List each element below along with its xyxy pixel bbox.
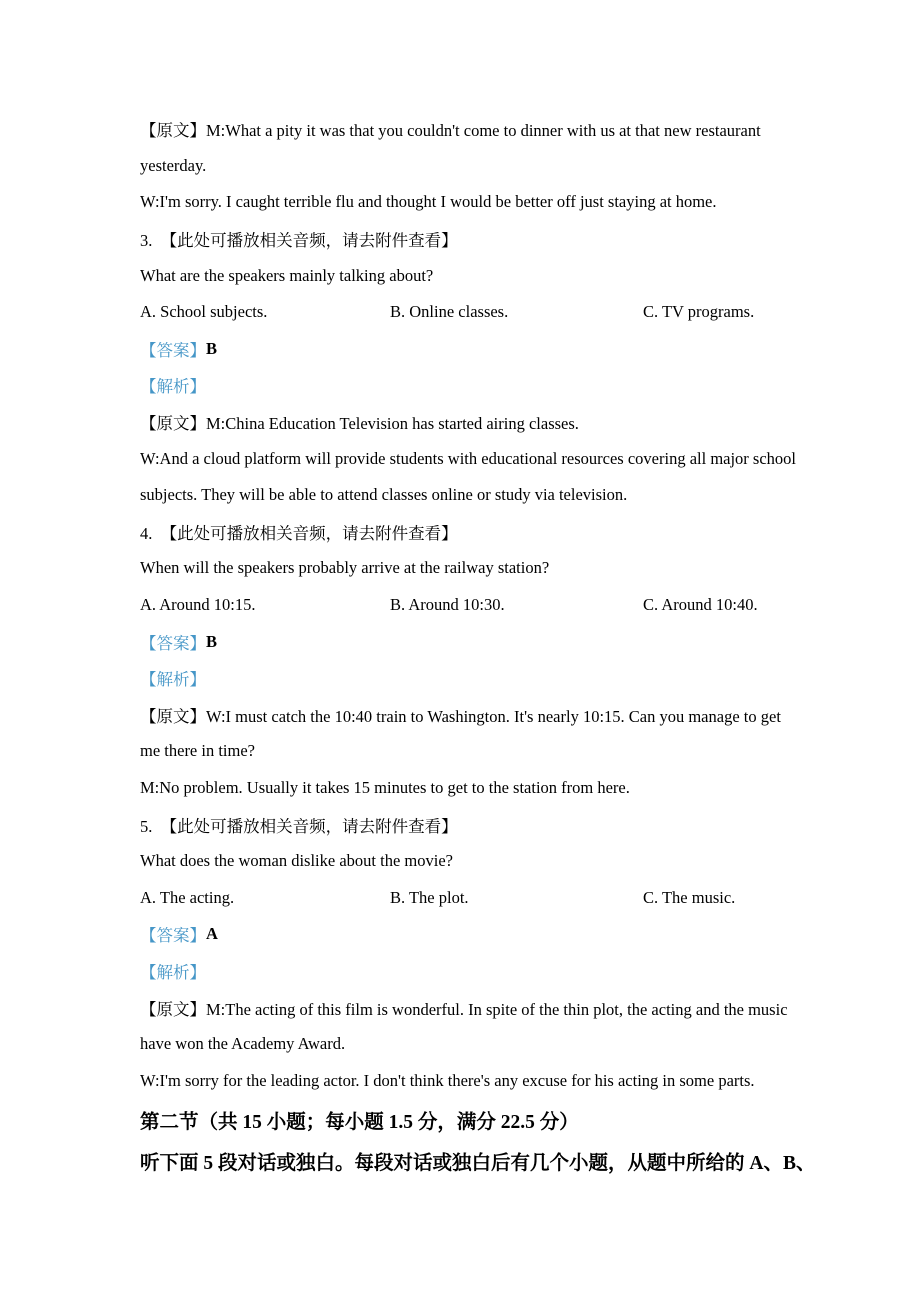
option-c: C. The music.: [643, 887, 736, 907]
text-segment: 【原文】M:China Education Television has started airing classes.: [140, 414, 579, 434]
text-segment: What does the woman dislike about the movie?: [140, 851, 453, 871]
document-line: [140, 404, 790, 441]
document-line: [140, 111, 790, 148]
option-b: B. The plot.: [390, 887, 469, 907]
text-segment: What are the speakers mainly talking about?: [140, 265, 434, 285]
bracket-label-tag: 【解析】: [140, 962, 206, 982]
option-c: C. TV programs.: [643, 302, 755, 322]
option-a: A. Around 10:15.: [140, 595, 256, 615]
text-segment: When will the speakers probably arrive at the railway station?: [140, 558, 550, 578]
bracket-label-tag: 【解析】: [140, 377, 206, 397]
document-line: [140, 477, 790, 514]
text-segment: yesterday.: [140, 155, 207, 175]
text-segment: 5. 【此处可播放相关音频，请去附件查看】: [140, 816, 458, 836]
text-segment: W:I'm sorry. I caught terrible flu and thought I would be better off just staying at home.: [140, 192, 717, 212]
text-segment: subjects. They will be able to attend classes online or study via television.: [140, 485, 628, 505]
text-segment: 听下面 5 段对话或独白。每段对话或独白后有几个小题，从题中所给的 A、B、: [140, 1152, 816, 1174]
bracket-label-tag: 【答案】: [140, 926, 206, 946]
document-line: [140, 1026, 790, 1063]
text-segment: 4. 【此处可播放相关音频，请去附件查看】: [140, 523, 458, 543]
document-line: [140, 806, 790, 843]
option-b: B. Online classes.: [390, 302, 509, 322]
text-segment: 【原文】M:What a pity it was that you couldn't come to dinner with us at that new restaurant: [140, 121, 761, 141]
document-line: [140, 623, 790, 660]
section-heading: [140, 1140, 816, 1181]
options-row: [140, 587, 790, 624]
text-segment: W:And a cloud platform will provide students with educational resources covering all major school: [140, 448, 797, 468]
text-segment: A: [206, 924, 218, 944]
document-line: [140, 514, 790, 551]
document-line: [140, 331, 790, 368]
text-segment: me there in time?: [140, 741, 255, 761]
text-segment: 3. 【此处可播放相关音频，请去附件查看】: [140, 231, 458, 251]
text-segment: 【原文】W:I must catch the 10:40 train to Washington. It's nearly 10:15. Can you manage to get: [140, 706, 781, 726]
option-b: B. Around 10:30.: [390, 595, 505, 615]
text-segment: have won the Academy Award.: [140, 1034, 346, 1054]
document-line: [140, 660, 790, 697]
text-segment: B: [206, 631, 218, 651]
document-line: [140, 184, 790, 221]
document-line: [140, 550, 790, 587]
document-line: [140, 1062, 790, 1099]
options-row: [140, 879, 790, 916]
section-heading: [140, 1099, 790, 1140]
document-line: [140, 697, 790, 734]
option-c: C. Around 10:40.: [643, 595, 758, 615]
text-segment: W:I'm sorry for the leading actor. I don't think there's any excuse for his acting in some parts.: [140, 1070, 755, 1090]
document-line: [140, 916, 790, 953]
document-line: [140, 733, 790, 770]
document-line: [140, 257, 790, 294]
document-line: [140, 953, 790, 990]
document-line: [140, 221, 790, 258]
document-line: [140, 367, 790, 404]
text-segment: M:No problem. Usually it takes 15 minutes to get to the station from here.: [140, 777, 630, 797]
document-line: [140, 440, 797, 477]
bracket-label-tag: 【答案】: [140, 340, 206, 360]
text-segment: 第二节（共 15 小题；每小题 1.5 分，满分 22.5 分）: [140, 1111, 579, 1133]
text-segment: 【原文】M:The acting of this film is wonderful. In spite of the thin plot, the acting and the music: [140, 999, 788, 1019]
option-a: A. School subjects.: [140, 302, 268, 322]
options-row: [140, 294, 790, 331]
text-segment: B: [206, 338, 218, 358]
option-a: A. The acting.: [140, 887, 235, 907]
document-line: [140, 148, 790, 185]
document-line: [140, 843, 790, 880]
bracket-label-tag: 【答案】: [140, 633, 206, 653]
document-line: [140, 770, 790, 807]
document-line: [140, 989, 790, 1026]
bracket-label-tag: 【解析】: [140, 670, 206, 690]
